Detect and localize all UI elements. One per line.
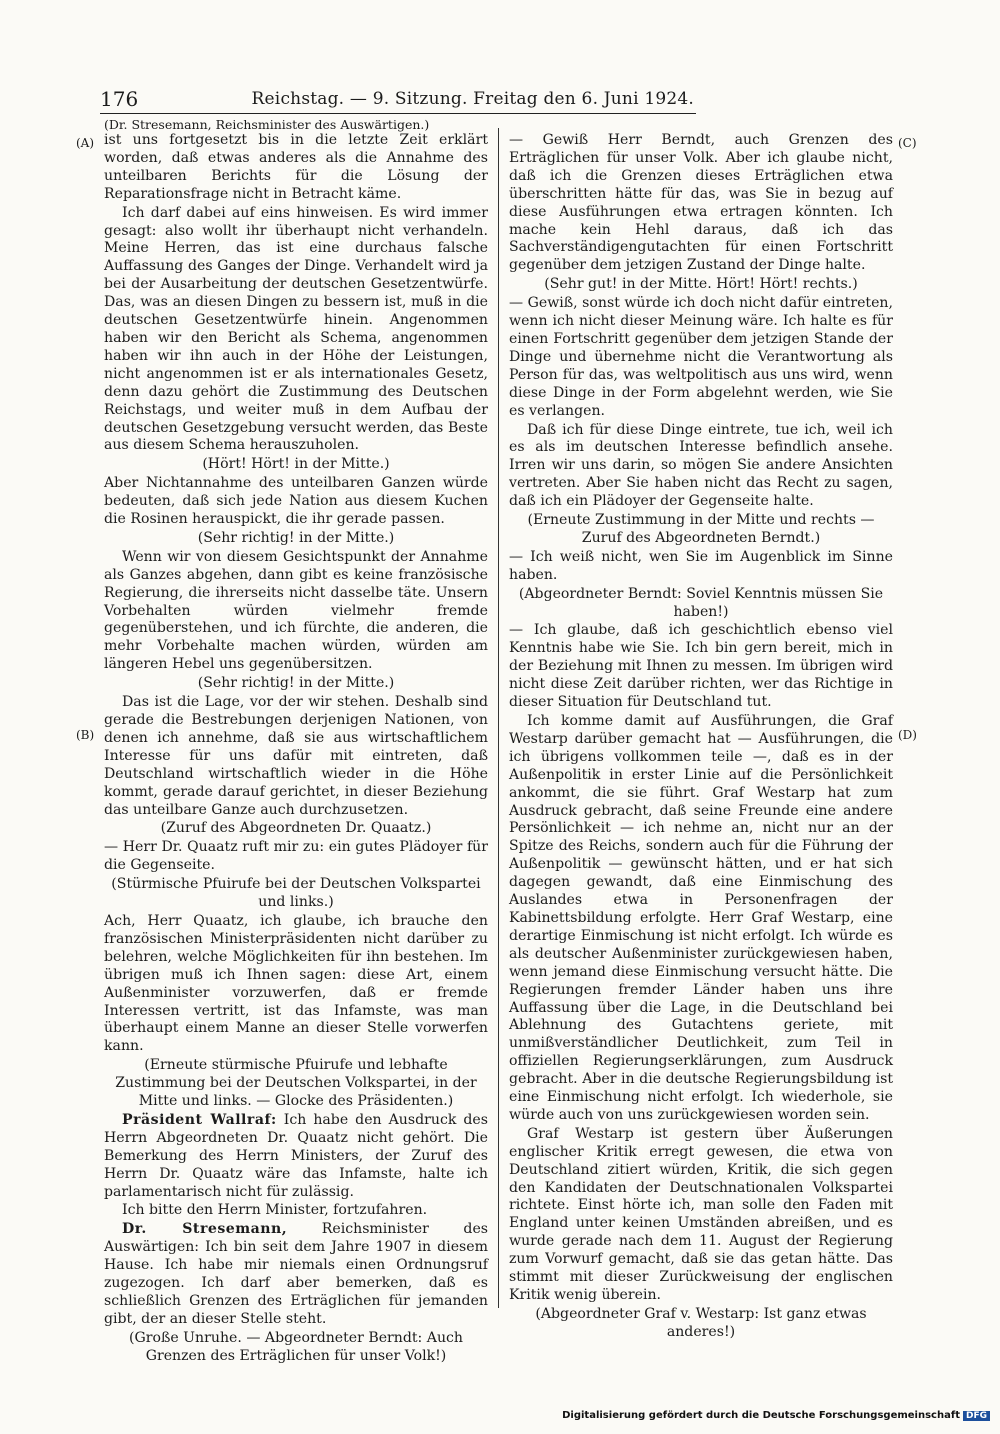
paragraph: Aber Nichtannahme des unteilbaren Ganzen würde bedeuten, daß sich jede Nation aus diesem Kuchen die Rosinen herauspickt, die ihr gerade passen. [104, 475, 488, 528]
paragraph: — Ich glaube, daß ich geschichtlich ebenso viel Kenntnis habe wie Sie. Ich bin gern bereit, mich in der Beziehung mit Ihnen zu messen. Im übrigen wird nicht diese Zeit darüber richten, wer das Richtige in dieser Situation für Deutschland tut. [509, 622, 893, 711]
margin-marker-d: (D) [898, 728, 917, 742]
speaker-name: Präsident Wallraf: [122, 1111, 277, 1128]
speaker-name: Dr. Stresemann, [122, 1221, 288, 1238]
interjection: (Hört! Hört! in der Mitte.) [202, 456, 390, 473]
speaker-ribbon: (Dr. Stresemann, Reichsminister des Auswärtigen.) [104, 117, 430, 132]
interjection: (Erneute stürmische Pfuirufe und lebhafte Zustimmung bei der Deutschen Volkspartei, in der Mitte und links. — Glocke des Präsidenten.) [115, 1057, 477, 1110]
paragraph: Ich komme damit auf Ausführungen, die Graf Westarp darüber gemacht hat — Ausführungen, die ich übrigens vollkommen teile —, daß es in der Außenpolitik in erster Linie auf die Persönlichkeit ankommt, die sie führt. Graf Westarp hat zum Ausdruck gebracht, daß seine Freunde eine andere Persönlichkeit — ich nehme an, nicht nur an der Spitze des Reichs, sondern auch für die Führung der Außenpolitik — gewünscht hätten, und er hat sich dagegen gewandt, daß eine Einmischung des Auslandes etwa in Personenfragen der Kabinettsbildung erfolgte. Herr Graf Westarp, eine derartige Einmischung ist nicht erfolgt. Ich würde es als deutscher Außenminister zurückgewiesen haben, wenn jemand diese Einmischung versucht hätte. Die Regierungen fremder Länder haben uns ihre Auffassung über die Lage, in die Deutschland bei Ablehnung des Gutachtens geriete, mit unmißverständlicher Deutlichkeit, zum Teil in offiziellen Regierungserklärungen, zum Ausdruck gebracht. Aber in die deutsche Regierungsbildung ist eine Einmischung nicht erfolgt. Ich wiederhole, sie würde auch von uns zurückgewiesen worden sein. [509, 713, 893, 1123]
right-column [509, 132, 893, 1343]
speech-text: Ich habe den Ausdruck des Herrn Abgeordneten Dr. Quaatz nicht gehört. Die Bemerkung des Herrn Ministers, der Zuruf des Herrn Dr. Quaatz wäre das Infamste, halte ich parlamentarisch nicht für zulässig. [104, 1111, 489, 1200]
running-head: Reichstag. — 9. Sitzung. Freitag den 6. Juni 1924. [251, 89, 694, 109]
interjection: (Zuruf des Abgeordneten Dr. Quaatz.) [160, 820, 432, 837]
interjection: (Erneute Zustimmung in der Mitte und rechts — Zuruf des Abgeordneten Berndt.) [527, 512, 875, 546]
paragraph: Ich bitte den Herrn Minister, fortzufahren. [122, 1202, 428, 1219]
interjection: (Sehr gut! in der Mitte. Hört! Hört! rechts.) [544, 276, 858, 293]
interjection: (Sehr richtig! in der Mitte.) [197, 675, 395, 692]
paragraph: — Herr Dr. Quaatz ruft mir zu: ein gutes Plädoyer für die Gegenseite. [104, 839, 488, 874]
paragraph: Ich darf dabei auf eins hinweisen. Es wird immer gesagt: also wollt ihr überhaupt nicht verhandeln. Meine Herren, das ist eine durchaus falsche Auffassung des Ganges der Dinge. Verhandelt wird ja bei der Ausarbeitung der deutschen Gesetzentwürfe. Das, was an diesen Dingen zu bessern ist, muß in die deutschen Gesetzentwürfe hinein. Angenommen haben wir den Bericht als Schema, angenommen haben wir ihn auch in der Höhe der Leistungen, nicht angenommen ist er als internationales Gesetz, denn dazu gehört die Zustimmung des Deutschen Reichstags, und weiter muß in dem Aufbau der deutschen Gesetzgebung versucht werden, das Beste aus diesem Schema herauszuholen. [104, 204, 488, 454]
margin-marker-c: (C) [898, 136, 917, 150]
paragraph: — Ich weiß nicht, wen Sie im Augenblick im Sinne haben. [509, 548, 893, 583]
footer-text: Digitalisierung gefördert durch die Deutsche Forschungsgemeinschaft [562, 1410, 960, 1421]
paragraph: ist uns fortgesetzt bis in die letzte Zeit erklärt worden, daß etwas anderes als die Annahme des unteilbaren Berichts für die Lösung der Reparationsfrage nicht in Betracht käme. [104, 132, 488, 202]
interjection: (Abgeordneter Graf v. Westarp: Ist ganz etwas anderes!) [535, 1305, 867, 1340]
interjection: (Stürmische Pfuirufe bei der Deutschen Volkspartei und links.) [111, 876, 481, 911]
dfg-logo: DFG [963, 1411, 990, 1421]
column-rule [498, 128, 499, 1308]
paragraph: Ach, Herr Quaatz, ich glaube, ich brauche den französischen Ministerpräsidenten nicht darüber zu belehren, welche Möglichkeiten für ihn bestehen. Im übrigen muß ich Ihnen sagen: diese Art, einem Außenminister vorzuwerfen, daß er fremde Interessen vertritt, ist das Infamste, was man überhaupt einem Manne an dieser Stelle vorwerfen kann. [104, 912, 488, 1055]
margin-marker-b: (B) [76, 728, 95, 742]
paragraph: — Gewiß Herr Berndt, auch Grenzen des Erträglichen für unser Volk. Aber ich glaube nicht, daß ich die Grenzen dieses Erträglichen etwa überschritten hätte für das, was Sie in bezug auf diese Ausführungen etwa ertragen könnten. Ich mache kein Hehl daraus, daß ich das Sachverständigengutachten für einen Fortschritt gegenüber dem jetzigen Zustand der Dinge halte. [509, 132, 893, 274]
interjection: (Große Unruhe. — Abgeordneter Berndt: Auch Grenzen des Erträglichen für unser Volk!) [128, 1329, 464, 1364]
page-number: 176 [100, 87, 139, 111]
speech-paragraph [104, 1221, 488, 1328]
digitization-footer [562, 1410, 990, 1421]
interjection: (Abgeordneter Berndt: Soviel Kenntnis müssen Sie haben!) [518, 585, 884, 620]
speech-paragraph [104, 1112, 488, 1202]
paragraph: — Gewiß, sonst würde ich doch nicht dafür eintreten, wenn ich nicht dieser Meinung wäre. Ich halte es für einen Fortschritt gegenüber dem jetzigen Stande der Dinge und übernehme nicht die Verantwortung als Person für das, was weltpolitisch aus uns wird, wenn diese Dinge in der Form abgelehnt werden, wie Sie es verlangen. [509, 295, 893, 419]
paragraph: Wenn wir von diesem Gesichtspunkt der Annahme als Ganzes abgehen, dann gibt es keine französische Regierung, die ihrerseits nicht dasselbe täte. Unsern Vorbehalten würden vielmehr fremde gegenüberstehen, und ich fürchte, die anderen, die mehr Vorbehalte machen würden, würden am längeren Hebel uns gegenübersitzen. [104, 548, 488, 673]
paragraph: Graf Westarp ist gestern über Äußerungen englischer Kritik erregt gewesen, die etwa von Deutschland zitiert würden, Kritik, die sich gegen den Kandidaten der Deutschnationalen Volkspartei richtete. Einst hörte ich, man solle den Faden mit England unter keinen Umständen abreißen, und es wurde gerade nach dem 11. August der Regierung zum Vorwurf gemacht, daß sie das getan hätte. Das stimmt mit dieser Zurückweisung der englischen Kritik wenig überein. [509, 1125, 893, 1303]
page-header [100, 87, 696, 114]
paragraph: Daß ich für diese Dinge eintrete, tue ich, weil ich es als im deutschen Interesse befindlich ansehe. Irren wir uns darin, so mögen Sie andere Ansichten vertreten. Aber Sie haben nicht das Recht zu sagen, daß ich ein Plädoyer der Gegenseite halte. [509, 421, 893, 510]
speech-text: Reichsminister des Auswärtigen: Ich bin seit dem Jahre 1907 in diesem Hause. Ich habe mir niemals einen Ordnungsruf zugezogen. Ich darf aber bemerken, daß es schließlich Grenzen des Erträglichen für jemanden gibt, der an dieser Stelle steht. [104, 1221, 489, 1327]
left-column [104, 132, 488, 1367]
paragraph: Das ist die Lage, vor der wir stehen. Deshalb sind gerade die Bestrebungen derjenigen Nationen, von denen ich annehme, daß sie aus wirtschaftlichem Interesse für uns dafür mit eintreten, daß Deutschland wirtschaftlich wieder in die Höhe kommt, gerade darauf gerichtet, in dieser Beziehung das unteilbare Ganze auch durchzusetzen. [104, 694, 488, 818]
margin-marker-a: (A) [76, 136, 95, 150]
interjection: (Sehr richtig! in der Mitte.) [197, 529, 395, 546]
